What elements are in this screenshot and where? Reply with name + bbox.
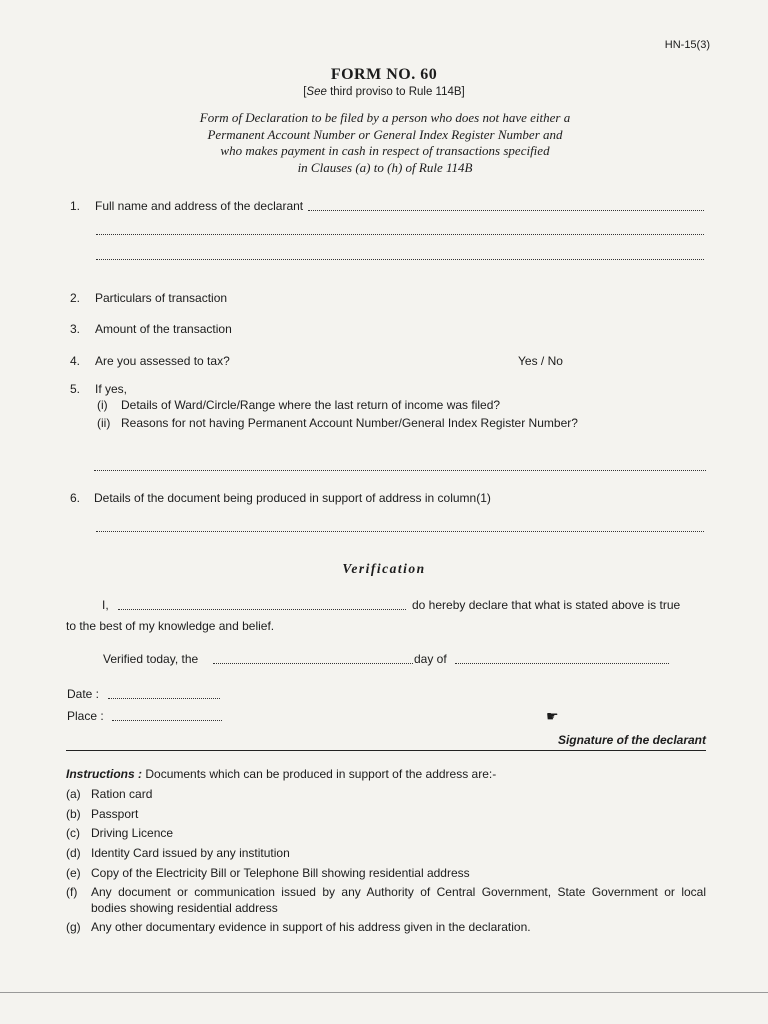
subtitle-see: See (306, 86, 327, 98)
tax-assessed-yes-no[interactable]: Yes / No (518, 354, 563, 368)
list-item: Identity Card issued by any institution (91, 846, 290, 860)
item-3-number: 3. (70, 322, 81, 336)
subtitle-bracket: [ (303, 86, 307, 98)
form-code: HN-15(3) (664, 39, 710, 51)
instructions-heading-row (66, 767, 496, 781)
pointing-hand-icon: ☛ (546, 708, 559, 724)
item-5-number: 5. (70, 382, 81, 396)
item-5-label: If yes, (95, 382, 128, 396)
item-5-sub-i-number: (i) (97, 398, 108, 412)
item-3-label: Amount of the transaction (95, 322, 232, 336)
list-item: Copy of the Electricity Bill or Telephone Bill showing residential address (91, 866, 470, 880)
item-1-name-field[interactable] (308, 210, 704, 211)
item-1-number: 1. (70, 199, 81, 213)
list-item-key: (d) (66, 846, 81, 860)
list-item: Passport (91, 807, 139, 821)
item-4-number: 4. (70, 354, 81, 368)
verified-today-label: Verified today, the (103, 652, 199, 666)
list-item-key: (c) (66, 826, 80, 840)
page-title: FORM NO. 60 (330, 66, 438, 83)
verified-month-field[interactable] (455, 663, 669, 664)
verified-date-field[interactable] (213, 663, 413, 664)
instructions-intro: Documents which can be produced in support of the address are:- (142, 767, 497, 781)
description-line: who makes payment in cash in respect of transactions specified (220, 143, 550, 158)
bottom-edge-rule (0, 992, 768, 993)
form-description (150, 110, 620, 176)
list-item: Any document or communication issued by any Authority of Central Government, State Government or local (91, 885, 706, 899)
form-subtitle (0, 86, 768, 98)
declaration-continuation: to the best of my knowledge and belief. (66, 619, 275, 633)
list-item-continuation: bodies showing residential address (91, 901, 278, 915)
signature-label: Signature of the declarant (557, 733, 706, 747)
subtitle-rest: third proviso to Rule 114B] (326, 86, 465, 98)
signature-rule (66, 750, 706, 751)
date-field[interactable] (108, 698, 220, 699)
list-item: Driving Licence (91, 826, 174, 840)
item-1-label: Full name and address of the declarant (95, 199, 304, 213)
description-line: Permanent Account Number or General Index Register Number and (207, 126, 563, 142)
item-6-number: 6. (70, 491, 81, 505)
description-line: in Clauses (a) to (h) of Rule 114B (297, 159, 473, 175)
list-item-key: (f) (66, 885, 78, 899)
place-label: Place : (67, 709, 104, 723)
item-1-address-line-2[interactable] (96, 259, 704, 260)
list-item-key: (b) (66, 807, 81, 821)
item-5-sub-i-label: Details of Ward/Circle/Range where the last return of income was filed? (121, 398, 501, 412)
day-of-label: day of (414, 652, 447, 666)
list-item-key: (e) (66, 866, 81, 880)
list-item-key: (g) (66, 920, 81, 934)
item-6-label: Details of the document being produced in support of address in column(1) (94, 491, 491, 505)
item-1-address-line-1[interactable] (96, 234, 704, 235)
description-line: Form of Declaration to be filed by a person who does not have either a (199, 110, 571, 125)
instructions-heading: Instructions : (66, 767, 143, 781)
date-label: Date : (67, 687, 100, 701)
list-item: Ration card (91, 787, 153, 801)
list-item: Any other documentary evidence in support of his address given in the declaration. (91, 920, 531, 934)
item-4-label: Are you assessed to tax? (95, 354, 230, 368)
list-item-key: (a) (66, 787, 81, 801)
verification-title: Verification (342, 561, 426, 576)
place-field[interactable] (112, 720, 222, 721)
verification-i-label: I, (102, 598, 109, 612)
item-2-number: 2. (70, 291, 81, 305)
item-2-label: Particulars of transaction (95, 291, 228, 305)
item-5-sub-ii-number: (ii) (97, 416, 111, 430)
item-5-sub-ii-label: Reasons for not having Permanent Account Number/General Index Register Number? (121, 416, 578, 430)
item-5-answer-field[interactable] (94, 470, 706, 471)
item-6-answer-field[interactable] (96, 531, 704, 532)
declaration-text: do hereby declare that what is stated above is true (412, 598, 681, 612)
declarant-name-field[interactable] (118, 609, 406, 610)
